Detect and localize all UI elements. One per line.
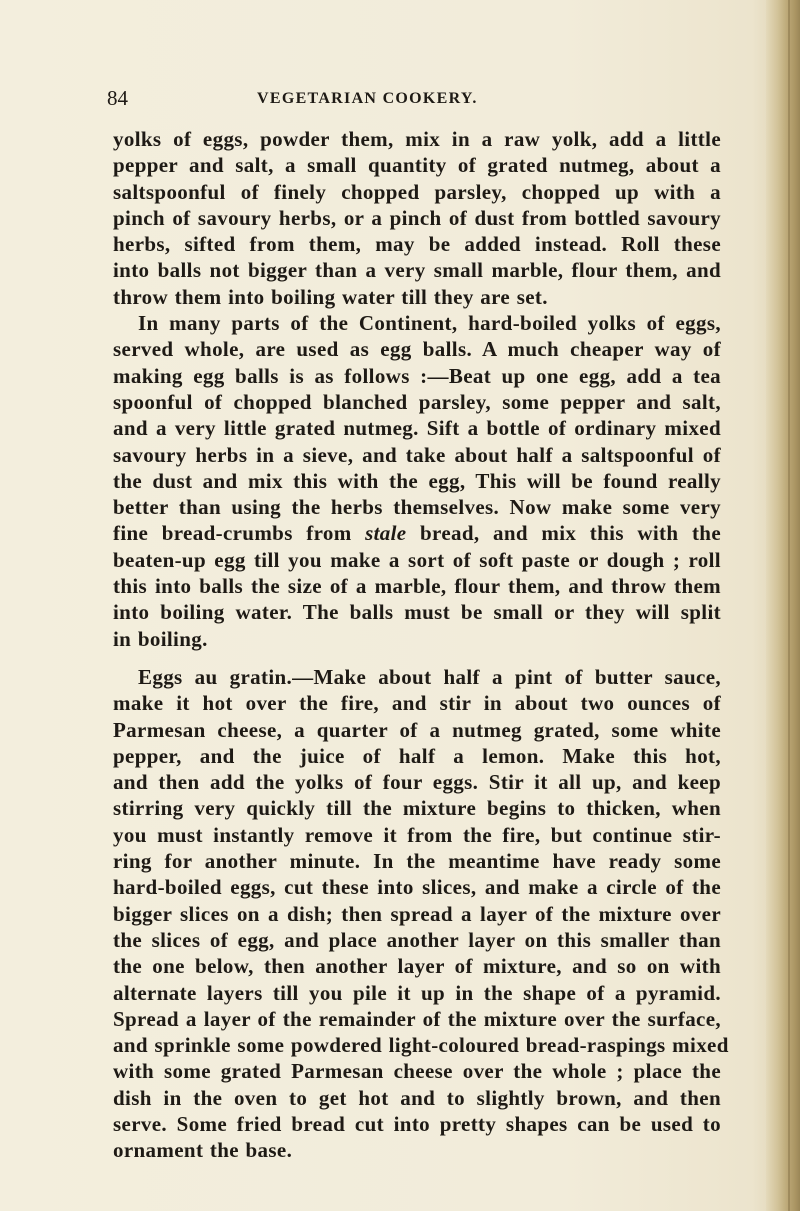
recipe-heading: Eggs au gratin. xyxy=(138,664,293,689)
text-line: the slices of egg, and place another layer on this smaller than xyxy=(113,927,721,952)
text-line-mixed xyxy=(113,520,721,546)
text-line: pepper, and the juice of half a lemon. Make this hot, xyxy=(113,743,721,768)
text-line-heading xyxy=(113,664,721,690)
page-edge-shadow xyxy=(766,0,800,1211)
text-line: savoury herbs in a sieve, and take about half a saltspoonful of xyxy=(113,442,721,467)
text-line: in boiling. xyxy=(113,626,208,651)
text-line: ornament the base. xyxy=(113,1138,293,1163)
page-number: 84 xyxy=(107,86,128,110)
text-line: with some grated Parmesan cheese over the whole ; place the xyxy=(113,1059,721,1084)
text-line: the one below, then another layer of mixture, and so on with xyxy=(113,954,721,979)
text-line: herbs, sifted from them, may be added instead. Roll these xyxy=(113,232,721,257)
page-header xyxy=(107,86,737,112)
text-line: ring for another minute. In the meantime have ready some xyxy=(113,849,721,874)
text-line: make it hot over the fire, and stir in about two ounces of xyxy=(113,691,721,716)
text-line: throw them into boiling water till they are set. xyxy=(113,284,548,309)
text-line: and then add the yolks of four eggs. Stir it all up, and keep xyxy=(113,770,721,795)
text-line: the dust and mix this with the egg, This will be found really xyxy=(113,468,721,493)
text-line: better than using the herbs themselves. Now make some very xyxy=(113,495,721,520)
text-line: saltspoonful of finely chopped parsley, chopped up with a xyxy=(113,179,721,204)
text-line: pepper and salt, a small quantity of grated nutmeg, about a xyxy=(113,153,721,178)
text-line: yolks of eggs, powder them, mix in a raw yolk, add a little xyxy=(113,127,721,151)
text-run: fine bread-crumbs from xyxy=(113,521,366,546)
text-line: pinch of savoury herbs, or a pinch of dust from bottled savoury xyxy=(113,205,721,230)
text-run: bread, and mix this with the xyxy=(406,521,721,546)
page-edge-line xyxy=(788,0,790,1211)
text-line: you must instantly remove it from the fire, but continue stir- xyxy=(113,822,721,847)
text-line: serve. Some fried bread cut into pretty shapes can be used to xyxy=(113,1111,721,1136)
body-text xyxy=(113,126,729,1164)
text-line: beaten-up egg till you make a sort of soft paste or dough ; roll xyxy=(113,547,721,572)
text-line: In many parts of the Continent, hard-boiled yolks of eggs, xyxy=(138,311,721,336)
text-line: and sprinkle some powdered light-coloured bread-raspings mixed xyxy=(113,1033,729,1058)
text-line: Parmesan cheese, a quarter of a nutmeg grated, some white xyxy=(113,717,721,742)
italic-word: stale xyxy=(365,521,407,546)
text-line: served whole, are used as egg balls. A much cheaper way of xyxy=(113,337,721,362)
text-run: —Make about half a pint of butter sauce, xyxy=(292,664,721,689)
text-line: spoonful of chopped blanched parsley, some pepper and salt, xyxy=(113,389,721,414)
text-line: making egg balls is as follows :—Beat up one egg, add a tea xyxy=(113,363,721,388)
text-line: hard-boiled eggs, cut these into slices, and make a circle of the xyxy=(113,875,721,900)
text-line: alternate layers till you pile it up in the shape of a pyramid. xyxy=(113,980,721,1005)
text-line: and a very little grated nutmeg. Sift a bottle of ordinary mixed xyxy=(113,416,721,441)
text-line: stirring very quickly till the mixture begins to thicken, when xyxy=(113,796,721,821)
text-line: this into balls the size of a marble, flour them, and throw them xyxy=(113,574,721,599)
text-line: into balls not bigger than a very small marble, flour them, and xyxy=(113,258,721,283)
running-head: VEGETARIAN COOKERY. xyxy=(257,90,478,107)
text-line: Spread a layer of the remainder of the mixture over the surface, xyxy=(113,1006,721,1031)
paragraph-gap xyxy=(113,652,721,664)
text-line: into boiling water. The balls must be small or they will split xyxy=(113,600,721,625)
text-line: dish in the oven to get hot and to slightly brown, and then xyxy=(113,1085,721,1110)
text-line: bigger slices on a dish; then spread a layer of the mixture over xyxy=(113,901,721,926)
